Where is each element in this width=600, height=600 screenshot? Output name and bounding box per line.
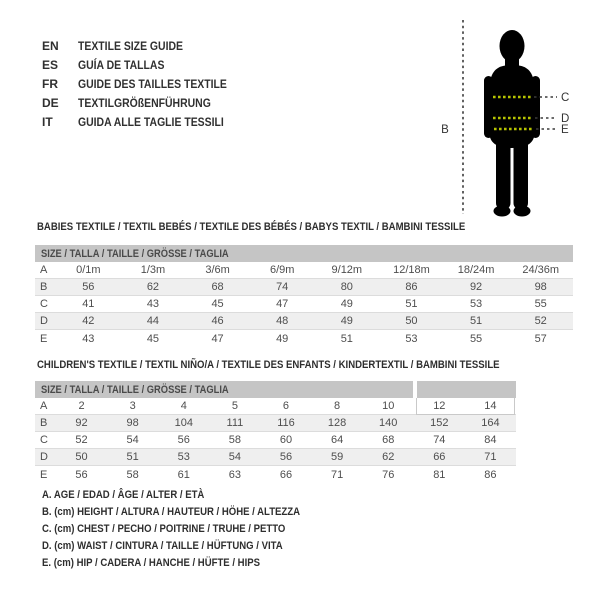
size-value-cell: 104 — [174, 417, 193, 429]
size-value-cell: 58 — [126, 468, 139, 481]
language-row — [42, 112, 249, 131]
size-value-cell: 42 — [82, 315, 95, 327]
row-label-cell: E — [40, 468, 48, 481]
header-bar-gap — [413, 381, 417, 398]
measurement-figure — [435, 8, 595, 220]
language-row — [42, 36, 249, 55]
size-value-cell: 14 — [484, 400, 497, 412]
babies-table-header — [35, 245, 573, 262]
size-value-cell: 66 — [279, 468, 293, 481]
size-value-cell: 74 — [276, 281, 289, 293]
size-value-cell: 2 — [78, 400, 85, 412]
size-value-cell: 61 — [177, 468, 190, 481]
row-label-cell: A — [40, 400, 48, 412]
size-value-cell: 0/1m — [76, 264, 101, 276]
size-value-cell: 76 — [382, 468, 395, 481]
size-value-cell: 6/9m — [269, 264, 295, 276]
language-label: GUIDA ALLE TAGLIE TESSILI — [78, 114, 224, 129]
size-header-label: SIZE / TALLA / TAILLE / GRÖSSE / TAGLIA — [41, 383, 229, 396]
size-value-cell: 55 — [469, 332, 483, 345]
table-row — [35, 279, 573, 296]
size-value-cell: 8 — [334, 400, 341, 412]
size-value-cell: 43 — [82, 332, 95, 345]
table-row — [35, 330, 573, 347]
row-label-cell: C — [40, 434, 48, 446]
children-table-header — [35, 381, 516, 398]
size-value-cell: 57 — [534, 332, 547, 345]
size-value-cell: 56 — [75, 468, 88, 481]
size-value-cell: 51 — [340, 332, 353, 345]
size-value-cell: 53 — [469, 298, 483, 310]
table-row — [35, 313, 573, 330]
size-value-cell: 164 — [481, 417, 500, 429]
language-label: GUÍA DE TALLAS — [78, 57, 165, 72]
row-label-cell: E — [40, 332, 48, 345]
size-value-cell: 71 — [484, 451, 497, 463]
size-value-cell: 10 — [382, 400, 395, 412]
size-value-cell: 1/3m — [140, 264, 166, 276]
size-value-cell: 68 — [211, 281, 224, 293]
size-value-cell: 18/24m — [457, 264, 495, 276]
size-value-cell: 58 — [228, 434, 241, 446]
size-value-cell: 49 — [276, 332, 289, 345]
children-section-title-text: CHILDREN'S TEXTILE / TEXTIL NIÑO/A / TEXTILE DES ENFANTS / KINDERTEXTIL / BAMBINI TESSILE — [37, 359, 500, 371]
language-code: DE — [42, 95, 59, 110]
table-row — [35, 466, 516, 483]
size-value-cell: 84 — [484, 434, 497, 446]
size-value-cell: 43 — [146, 298, 160, 310]
size-value-cell: 45 — [211, 298, 224, 310]
row-label-cell: A — [40, 264, 48, 276]
size-value-cell: 49 — [340, 315, 353, 327]
size-value-cell: 3 — [129, 400, 136, 412]
size-value-cell: 63 — [228, 468, 241, 481]
table-row — [35, 432, 516, 449]
size-value-cell: 49 — [340, 298, 353, 310]
language-list — [42, 36, 249, 131]
size-value-cell: 56 — [279, 451, 293, 463]
size-value-cell: 92 — [75, 417, 88, 429]
row-label-cell: C — [40, 298, 48, 310]
size-value-cell: 56 — [177, 434, 190, 446]
row-label-cell: B — [40, 281, 48, 293]
child-silhouette — [484, 30, 540, 217]
size-value-cell: 53 — [177, 451, 190, 463]
size-value-cell: 60 — [279, 434, 293, 446]
size-value-cell: 55 — [534, 298, 547, 310]
height-label: B — [441, 124, 449, 136]
size-value-cell: 86 — [484, 468, 497, 481]
size-value-cell: 92 — [469, 281, 483, 293]
size-value-cell: 51 — [405, 298, 418, 310]
size-value-cell: 45 — [146, 332, 160, 345]
size-value-cell: 62 — [146, 281, 160, 293]
language-code: FR — [42, 76, 58, 91]
size-value-cell: 71 — [330, 468, 344, 481]
size-value-cell: 46 — [211, 315, 224, 327]
children-size-table — [35, 381, 516, 483]
size-value-cell: 62 — [382, 451, 395, 463]
size-value-cell: 53 — [405, 332, 418, 345]
language-label: TEXTILE SIZE GUIDE — [78, 38, 183, 53]
language-row — [42, 93, 249, 112]
legend-item: A. AGE / EDAD / ÂGE / ALTER / ETÀ — [42, 489, 205, 501]
language-row — [42, 55, 249, 74]
size-header-label: SIZE / TALLA / TAILLE / GRÖSSE / TAGLIA — [41, 247, 229, 260]
size-value-cell: 116 — [277, 417, 295, 429]
size-value-cell: 52 — [534, 315, 547, 327]
size-value-cell: 4 — [180, 400, 187, 412]
size-value-cell: 5 — [231, 400, 238, 412]
size-value-cell: 47 — [276, 298, 289, 310]
children-section-title — [37, 359, 569, 371]
size-value-cell: 128 — [327, 417, 347, 429]
size-value-cell: 24/36m — [522, 264, 560, 276]
size-value-cell: 68 — [382, 434, 395, 446]
size-value-cell: 98 — [534, 281, 547, 293]
size-value-cell: 59 — [330, 451, 344, 463]
babies-size-table — [35, 245, 573, 347]
size-value-cell: 51 — [469, 315, 483, 327]
size-value-cell: 12 — [433, 400, 446, 412]
chest-label: C — [561, 92, 570, 104]
legend-item: B. (cm) HEIGHT / ALTURA / HAUTEUR / HÖHE / ALTEZZA — [42, 506, 301, 518]
size-value-cell: 111 — [226, 417, 244, 429]
table-row — [35, 415, 516, 432]
size-value-cell: 54 — [228, 451, 241, 463]
size-value-cell: 64 — [330, 434, 344, 446]
language-label: GUIDE DES TAILLES TEXTILE — [78, 76, 227, 91]
legend-item: E. (cm) HIP / CADERA / HANCHE / HÜFTE / HIPS — [42, 557, 261, 569]
babies-section-title — [37, 221, 529, 233]
language-code: IT — [42, 114, 53, 129]
size-value-cell: 50 — [405, 315, 418, 327]
size-value-cell: 9/12m — [331, 264, 363, 276]
size-value-cell: 44 — [146, 315, 160, 327]
size-value-cell: 3/6m — [205, 264, 230, 276]
size-value-cell: 74 — [433, 434, 446, 446]
size-value-cell: 50 — [75, 451, 88, 463]
table-row — [35, 449, 516, 466]
size-value-cell: 98 — [126, 417, 139, 429]
size-value-cell: 152 — [430, 417, 449, 429]
language-code: ES — [42, 57, 59, 72]
row-label-cell: B — [40, 417, 48, 429]
table-row — [35, 398, 516, 415]
legend-item: C. (cm) CHEST / PECHO / POITRINE / TRUHE / PETTO — [42, 523, 286, 535]
waist-label: D — [561, 113, 570, 125]
size-value-cell: 6 — [282, 400, 290, 412]
size-value-cell: 52 — [75, 434, 88, 446]
size-value-cell: 66 — [433, 451, 446, 463]
size-value-cell: 140 — [379, 417, 398, 429]
size-value-cell: 12/18m — [393, 264, 430, 276]
language-label: TEXTILGRÖßENFÜHRUNG — [78, 95, 211, 110]
size-value-cell: 54 — [126, 434, 139, 446]
language-code: EN — [42, 38, 59, 53]
size-value-cell: 41 — [82, 298, 95, 310]
size-value-cell: 48 — [276, 315, 289, 327]
size-value-cell: 47 — [211, 332, 224, 345]
babies-section-title-text: BABIES TEXTILE / TEXTIL BEBÉS / TEXTILE DES BÉBÉS / BABYS TEXTIL / BAMBINI TESSILE — [37, 221, 466, 233]
table-row — [35, 262, 573, 279]
size-value-cell: 56 — [82, 281, 95, 293]
hip-label: E — [561, 124, 569, 136]
row-label-cell: D — [40, 451, 48, 463]
language-row — [42, 74, 249, 93]
row-label-cell: D — [40, 315, 48, 327]
size-value-cell: 81 — [433, 468, 446, 481]
legend-list — [42, 487, 339, 572]
size-value-cell: 86 — [405, 281, 418, 293]
size-value-cell: 80 — [340, 281, 353, 293]
size-value-cell: 51 — [126, 451, 139, 463]
legend-item: D. (cm) WAIST / CINTURA / TAILLE / HÜFTUNG / VITA — [42, 540, 283, 552]
table-row — [35, 296, 573, 313]
